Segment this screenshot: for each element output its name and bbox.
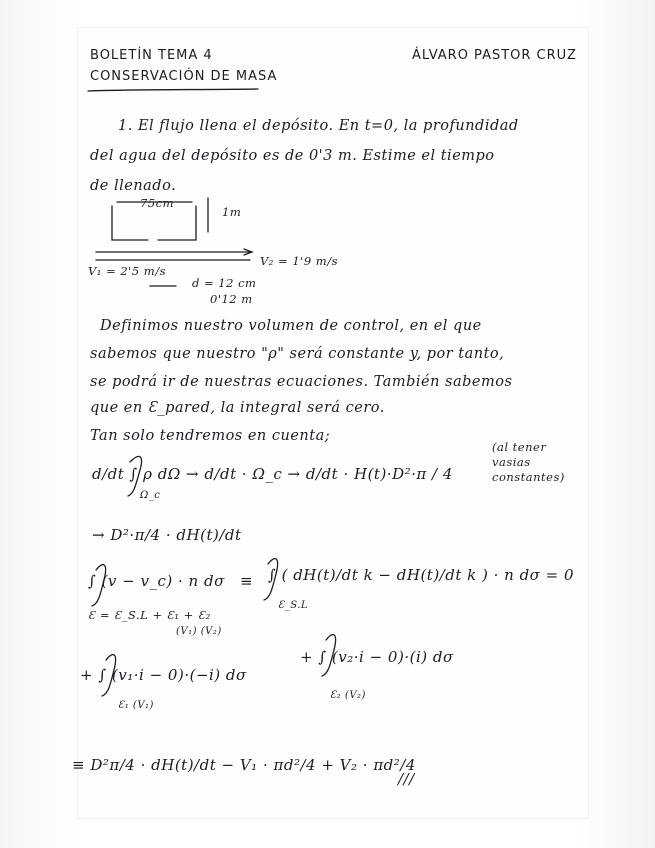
- explanation-line-2: sabemos que nuestro "ρ" será constante y, por tanto,: [90, 346, 505, 362]
- course-title: BOLETÍN TEMA 4: [90, 48, 213, 63]
- tank-width-label: 75cm: [140, 196, 174, 210]
- v1-label: V₁ = 2'5 m/s: [88, 264, 166, 278]
- diameter-label: d = 12 cm: [192, 276, 257, 290]
- surface-decomposition-subscript: (V₁) (V₂): [176, 626, 222, 637]
- explanation-line-4: que en Ɛ_pared, la integral será cero.: [90, 400, 385, 416]
- final-mark: ///: [398, 770, 415, 788]
- equation-3-right-subscript: Ɛ_S.L: [278, 600, 309, 611]
- equation-2: → D²·π/4 · dH(t)/dt: [92, 526, 242, 544]
- equation-4-left: + ∫ (v₁·i − 0)·(−i) dσ: [80, 666, 247, 684]
- equation-5: ≡ D²π/4 · dH(t)/dt − V₁ · πd²/4 + V₂ · πd²/4: [72, 756, 416, 774]
- explanation-line-1: Definimos nuestro volumen de control, en el que: [100, 318, 482, 334]
- equation-4-right-subscript: Ɛ₂ (V₂): [330, 690, 366, 701]
- equation-4-right: + ∫ (v₂·i − 0)·(i) dσ: [300, 648, 454, 666]
- equation-3-left: ∫ (v − v_c) · n dσ: [88, 572, 225, 590]
- explanation-line-3: se podrá ir de nuestras ecuaciones. También sabemos: [90, 374, 513, 390]
- problem-line-1: 1. El flujo llena el depósito. En t=0, la profundidad: [118, 118, 519, 134]
- explanation-line-5: Tan solo tendremos en cuenta;: [90, 428, 331, 444]
- equation-1-subscript: Ω_c: [140, 490, 161, 501]
- tank-height-label: 1m: [222, 205, 242, 219]
- problem-line-2: del agua del depósito es de 0'3 m. Estime el tiempo: [90, 148, 495, 164]
- equation-3-equiv: ≡: [240, 572, 254, 590]
- author-name: ÁLVARO PASTOR CRUZ: [412, 48, 577, 63]
- v2-label: V₂ = 1'9 m/s: [260, 254, 338, 268]
- problem-line-3: de llenado.: [90, 178, 177, 194]
- equation-1-note: (al tener vasias constantes): [492, 440, 565, 484]
- diameter-value: 0'12 m: [210, 292, 253, 306]
- surface-decomposition: Ɛ = Ɛ_S.L + Ɛ₁ + Ɛ₂: [88, 608, 211, 622]
- equation-3-right: ∫ ( dH(t)/dt k − dH(t)/dt k ) · n dσ = 0: [268, 566, 575, 584]
- course-subtitle: CONSERVACIÓN DE MASA: [90, 69, 278, 84]
- equation-4-left-subscript: Ɛ₁ (V₁): [118, 700, 154, 711]
- equation-1: d/dt ∫ ρ dΩ → d/dt · Ω_c → d/dt · H(t)·D²·π / 4: [92, 465, 453, 483]
